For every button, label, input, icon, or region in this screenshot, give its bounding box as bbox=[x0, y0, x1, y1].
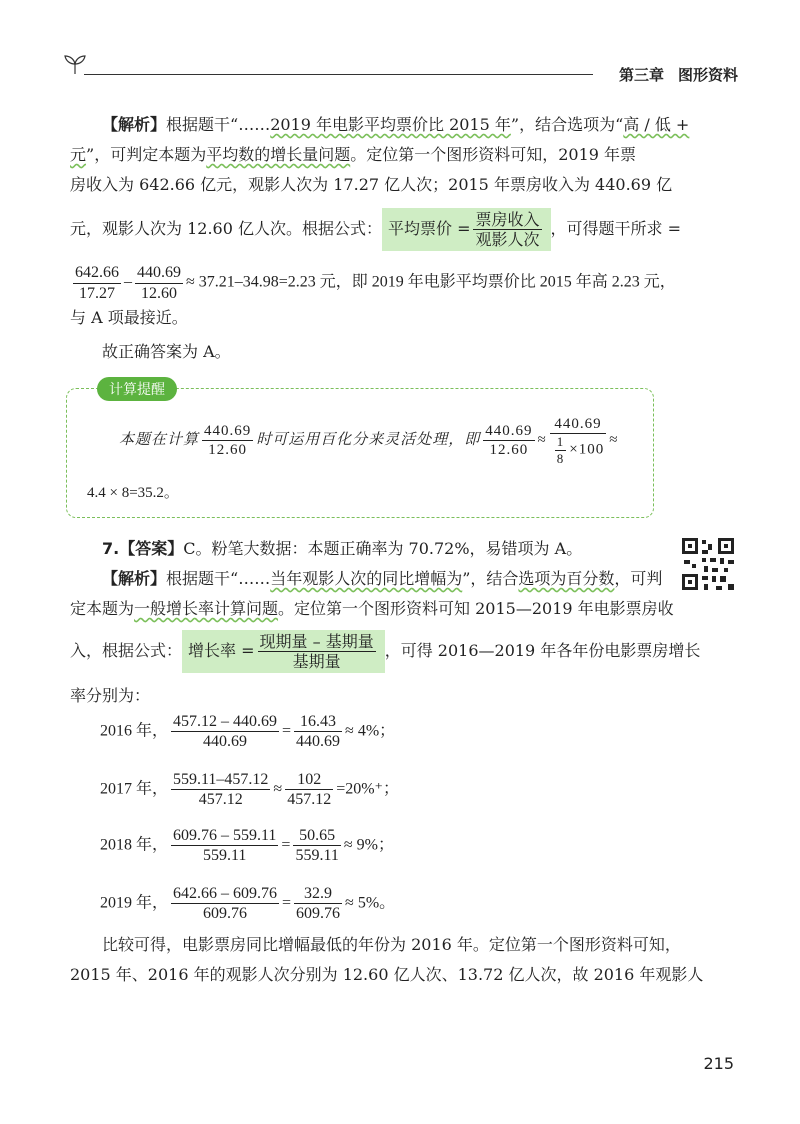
qr-code-icon bbox=[680, 536, 736, 592]
analysis-line: 元”，可判定本题为平均数的增长量问题。定位第一个图形资料可知，2019 年票 bbox=[70, 145, 637, 164]
calc-reminder-tag: 计算提醒 bbox=[97, 377, 177, 401]
analysis-block-6 bbox=[70, 110, 690, 367]
formula-line: 入，根据公式： 增长率 = $\frac{\text{现期量 – 基期量}}{\text{基期量}}$ ，可得 2016—2019 年各年份电影票房增长 bbox=[70, 630, 660, 673]
growth-rate-row: 2017 年， $\frac{559.11-457.12}{457.12}$ ≈ $\frac{102}{457.12}$ =20%⁺； bbox=[100, 771, 400, 809]
analysis-line: 比较可得，电影票房同比增幅最低的年份为 2016 年。定位第一个图形资料可知， bbox=[102, 935, 681, 954]
fraction: $\frac{440.69}{12.60}$ bbox=[485, 423, 533, 459]
growth-rate-row: 2016 年， $\frac{457.12 - 440.69}{440.69}$ = $\frac{16.43}{440.69}$ ≈ 4%； bbox=[100, 713, 396, 751]
calc-reminder-result: 4.4 × 8=35.2。 bbox=[87, 485, 179, 501]
formula-line: 元，观影人次为 12.60 亿人次。根据公式： 平均票价 = $\frac{\text{票房收入}}{\text{观影人次}}$ ，可得题干所求 = bbox=[70, 208, 660, 251]
analysis-line: 【解析】根据题干“……2019 年电影平均票价比 2015 年”，结合选项为“高 / 低 + bbox=[102, 115, 690, 134]
avg-price-formula: 平均票价 = $\frac{\text{票房收入}}{\text{观影人次}}$ bbox=[382, 208, 551, 251]
calc-reminder-line: 本题在计算 $\frac{440.69}{12.60}$ 时可运用百化分来灵活处理，即 $\frac{440.69}{12.60}$ ≈ 440.69 $\frac{1}{8}$ ×100 ≈ bbox=[119, 416, 619, 466]
analysis-line: 【解析】根据题干“……当年观影人次的同比增幅为”，结合选项为百分数，可判 bbox=[102, 569, 663, 588]
sprout-icon bbox=[62, 52, 88, 76]
growth-rate-formula: 增长率 = $\frac{\text{现期量 – 基期量}}{\text{基期量}}$ bbox=[182, 630, 385, 673]
growth-rate-row: 2019 年， $\frac{642.66 - 609.76}{609.76}$ = $\frac{32.9}{609.76}$ ≈ 5%。 bbox=[100, 885, 396, 923]
fraction: $\frac{642.66}{17.27}$ bbox=[75, 264, 119, 302]
answer-line: 故正确答案为 A。 bbox=[102, 341, 231, 361]
page-number: 215 bbox=[703, 1054, 734, 1073]
analysis-line: 与 A 项最接近。 bbox=[70, 307, 188, 327]
calc-reminder-box bbox=[66, 382, 654, 518]
analysis-line: 定本题为一般增长率计算问题。定位第一个图形资料可知 2015—2019 年电影票房收 bbox=[70, 599, 674, 618]
header-rule bbox=[84, 74, 593, 75]
fraction: $\frac{440.69}{12.60}$ bbox=[137, 264, 181, 302]
analysis-line: 率分别为： bbox=[70, 686, 151, 706]
conclusion-block bbox=[70, 930, 704, 990]
analysis-line: 2015 年、2016 年的观影人次分别为 12.60 亿人次、13.72 亿人次，故 2016 年观影人 bbox=[70, 965, 704, 984]
fraction: 440.69 $\frac{1}{8}$ ×100 bbox=[550, 415, 606, 466]
chapter-title: 第三章 图形资料 bbox=[618, 66, 738, 84]
answer-line: 7.【答案】C。粉笔大数据：本题正确率为 70.72%，易错项为 A。 bbox=[102, 539, 583, 558]
page-header bbox=[62, 52, 738, 82]
calculation-line: $\frac{642.66}{17.27}$ – $\frac{440.69}{12.60}$ ≈ 37.21–34.98=2.23 元，即 2019 年电影平均票价比 2015 年高 2.23 元， bbox=[75, 264, 676, 302]
growth-rate-row: 2018 年， $\frac{609.76 - 559.11}{559.11}$ = $\frac{50.65}{559.11}$ ≈ 9%； bbox=[100, 827, 394, 865]
answer-block-7 bbox=[70, 534, 701, 711]
analysis-line: 房收入为 642.66 亿元，观影人次为 17.27 亿人次；2015 年票房收入为 440.69 亿 bbox=[70, 175, 673, 194]
fraction: $\frac{440.69}{12.60}$ bbox=[204, 423, 252, 459]
analysis-label: 【解析】 bbox=[102, 115, 167, 134]
